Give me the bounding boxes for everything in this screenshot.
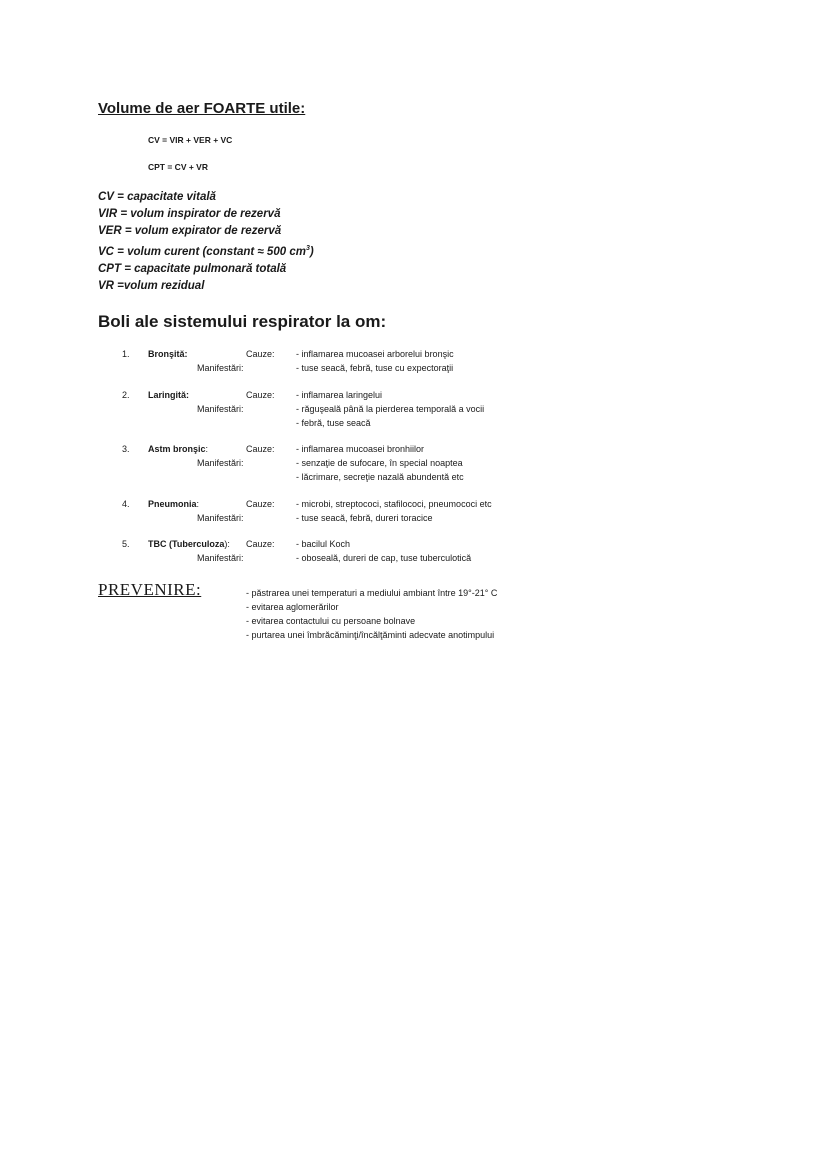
- disease-name-suffix: ):: [224, 539, 230, 549]
- definition-cpt: CPT = capacitate pulmonară totală: [98, 262, 287, 275]
- formula-cpt: CPT = CV + VR: [148, 162, 208, 172]
- disease-name: [148, 389, 189, 403]
- disease-number: 3.: [122, 444, 130, 454]
- manifestations-label: Manifestări:: [197, 404, 244, 414]
- causes-label: Cauze:: [246, 390, 275, 400]
- disease-number: 2.: [122, 390, 130, 400]
- disease-name: [148, 498, 199, 512]
- prevention-item: - evitarea aglomerărilor: [246, 602, 339, 612]
- prevention-title: PREVENIRE:: [98, 580, 202, 599]
- disease-name: [148, 443, 208, 457]
- disease-name: [148, 538, 230, 552]
- definition-vc-close: ): [309, 245, 314, 258]
- manifestations-label: Manifestări:: [197, 513, 244, 523]
- disease-name-text: Laringită:: [148, 390, 190, 400]
- causes-label: Cauze:: [246, 349, 275, 359]
- manifestation-item: - senzaţie de sufocare, în special noaptea: [296, 458, 463, 468]
- prevention-list: [246, 586, 497, 642]
- volumes-title: Volume de aer FOARTE utile:: [98, 100, 306, 117]
- disease-name: [148, 348, 188, 362]
- disease-number: 4.: [122, 499, 130, 509]
- manifestation-item: - febră, tuse seacă: [296, 418, 371, 428]
- superscript: 3: [305, 245, 310, 252]
- manifestation-item: - lăcrimare, secreţie nazală abundentă etc: [296, 472, 464, 482]
- disease-name-text: TBC (Tuberculoza: [148, 539, 225, 549]
- cause-item: - bacilul Koch: [296, 539, 351, 549]
- definition-ver: VER = volum expirator de rezervă: [98, 225, 282, 237]
- definitions-list: [98, 189, 314, 295]
- definition-vir: VIR = volum inspirator de rezervă: [98, 208, 281, 220]
- manifestations-label: Manifestări:: [197, 553, 244, 563]
- definition-vr: VR =volum rezidual: [98, 279, 205, 292]
- disease-number: 1.: [122, 349, 130, 359]
- disease-name-text: Pneumonia: [148, 499, 197, 509]
- definition-vc: [98, 240, 314, 261]
- disease-number: 5.: [122, 539, 130, 549]
- disease-name-text: Astm bronşic: [148, 444, 206, 454]
- cause-item: - microbi, streptococi, stafilococi, pneumococi etc: [296, 499, 492, 509]
- diseases-title: Boli ale sistemului respirator la om:: [98, 312, 387, 331]
- manifestations-label: Manifestări:: [197, 458, 244, 468]
- cause-item: - inflamarea laringelui: [296, 390, 383, 400]
- definition-vc-text: VC = volum curent (constant ≈ 500 cm: [98, 245, 306, 258]
- cause-item: - inflamarea mucoasei bronhiilor: [296, 444, 425, 454]
- causes-label: Cauze:: [246, 444, 275, 454]
- causes-label: Cauze:: [246, 499, 275, 509]
- manifestation-item: - oboseală, dureri de cap, tuse tuberculotică: [296, 553, 472, 563]
- disease-name-suffix: :: [205, 444, 209, 454]
- prevention-item: - evitarea contactului cu persoane bolnave: [246, 616, 416, 626]
- disease-name-text: Bronşită:: [148, 349, 188, 359]
- manifestations-label: Manifestări:: [197, 363, 244, 373]
- manifestation-item: - tuse seacă, febră, tuse cu expectoraţii: [296, 363, 454, 373]
- cause-item: - inflamarea mucoasei arborelui bronşic: [296, 349, 454, 359]
- manifestation-item: - răguşeală până la pierderea temporală a vocii: [296, 404, 485, 414]
- causes-label: Cauze:: [246, 539, 275, 549]
- prevention-item: - păstrarea unei temperaturi a mediului ambiant între 19°-21° C: [246, 588, 498, 598]
- definition-cv: CV = capacitate vitală: [98, 191, 216, 203]
- disease-name-suffix: :: [196, 499, 200, 509]
- formula-cv: CV = VIR + VER + VC: [148, 135, 233, 145]
- prevention-item: - purtarea unei îmbrăcăminţi/încălţăminti adecvate anotimpului: [246, 630, 495, 640]
- manifestation-item: - tuse seacă, febră, dureri toracice: [296, 513, 433, 523]
